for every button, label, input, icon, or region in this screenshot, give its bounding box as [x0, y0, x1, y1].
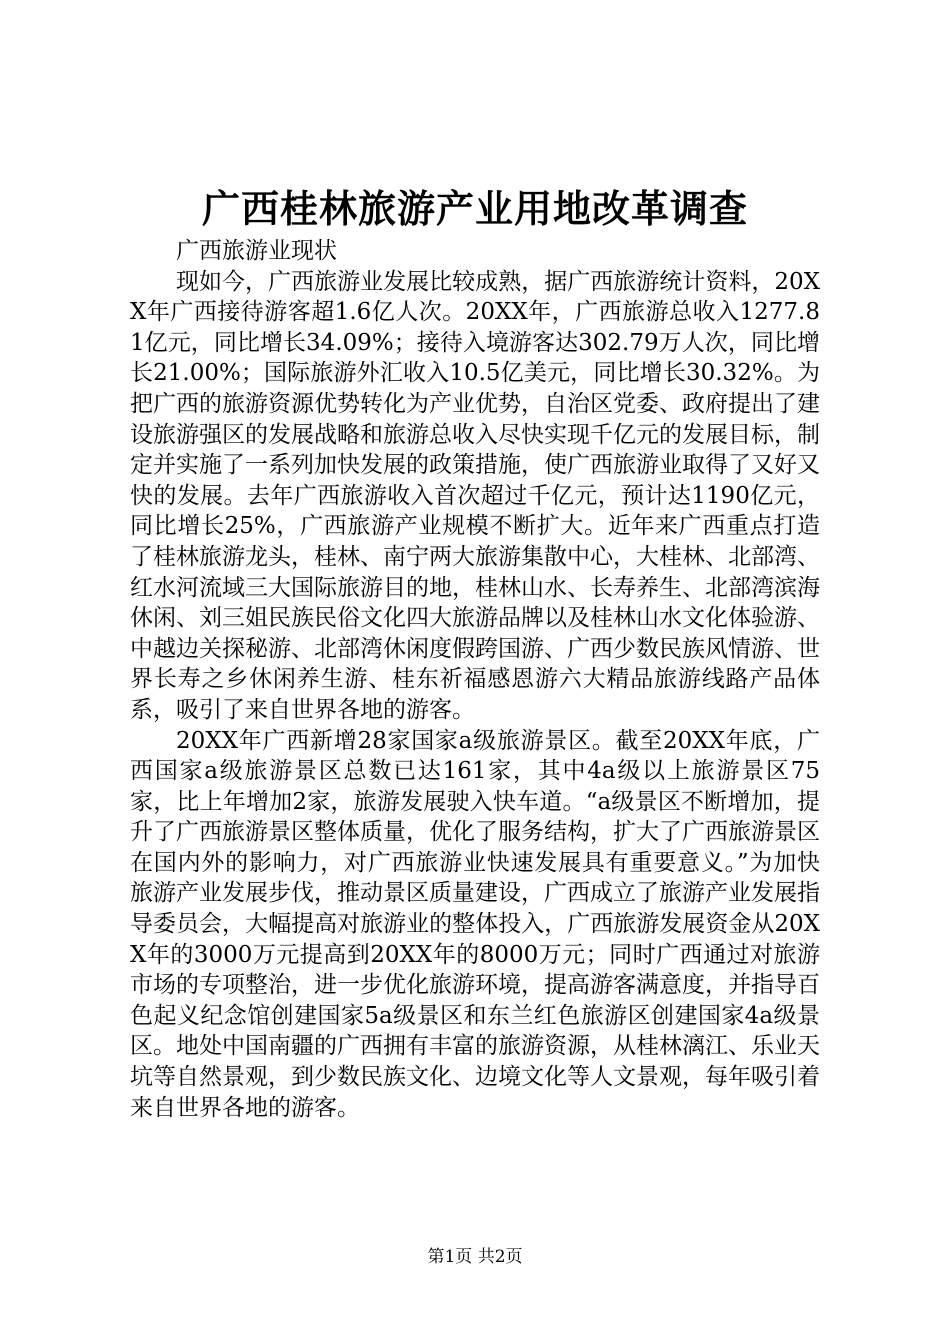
body-paragraph: 现如今，广西旅游业发展比较成熟，据广西旅游统计资料，20XX年广西接待游客超1.6亿人次。20XX年，广西旅游总收入1277.81亿元，同比增长34.09%；接待入境游客达302.79万人次，同比增长21.00%；国际旅游外汇收入10.5亿美元，同比增长30.32%。为把广西的旅游资源优势转化为产业优势，自治区党委、政府提出了建设旅游强区的发展战略和旅游总收入尽快实现千亿元的发展目标，制定并实施了一系列加快发展的政策措施，使广西旅游业取得了又好又快的发展。去年广西旅游收入首次超过千亿元，预计达1190亿元，同比增长25%，广西旅游产业规模不断扩大。近年来广西重点打造了桂林旅游龙头，桂林、南宁两大旅游集散中心，大桂林、北部湾、红水河流域三大国际旅游目的地，桂林山水、长寿养生、北部湾滨海休闲、刘三姐民族民俗文化四大旅游品牌以及桂林山水文化体验游、中越边关探秘游、北部湾休闲度假跨国游、广西少数民族风情游、世界长寿之乡休闲养生游、桂东祈福感恩游六大精品旅游线路产品体系，吸引了来自世界各地的游客。 — [130, 268, 820, 723]
body-paragraph: 20XX年广西新增28家国家a级旅游景区。截至20XX年底，广西国家a级旅游景区总数已达161家，其中4a级以上旅游景区75家，比上年增加2家，旅游发展驶入快车道。“a级景区不断增加，提升了广西旅游景区整体质量，优化了服务结构，扩大了广西旅游景区在国内外的影响力，对广西旅游业快速发展具有重要意义。”为加快旅游产业发展步伐，推动景区质量建设，广西成立了旅游产业发展指导委员会，大幅提高对旅游业的整体投入，广西旅游发展资金从20XX年的3000万元提高到20XX年的8000万元；同时广西通过对旅游市场的专项整治，进一步优化旅游环境，提高游客满意度，并指导百色起义纪念馆创建国家5a级景区和东兰红色旅游区创建国家4a级景区。地处中国南疆的广西拥有丰富的旅游资源，从桂林漓江、乐业天坑等自然景观，到少数民族文化、边境文化等人文景观，每年吸引着来自世界各地的游客。 — [130, 727, 820, 1121]
section-heading: 广西旅游业现状 — [176, 238, 337, 264]
page-indicator: 第1页 共2页 — [427, 1247, 523, 1267]
document-body — [130, 236, 820, 1123]
document-title: 广西桂林旅游产业用地改革调查 — [201, 186, 748, 231]
